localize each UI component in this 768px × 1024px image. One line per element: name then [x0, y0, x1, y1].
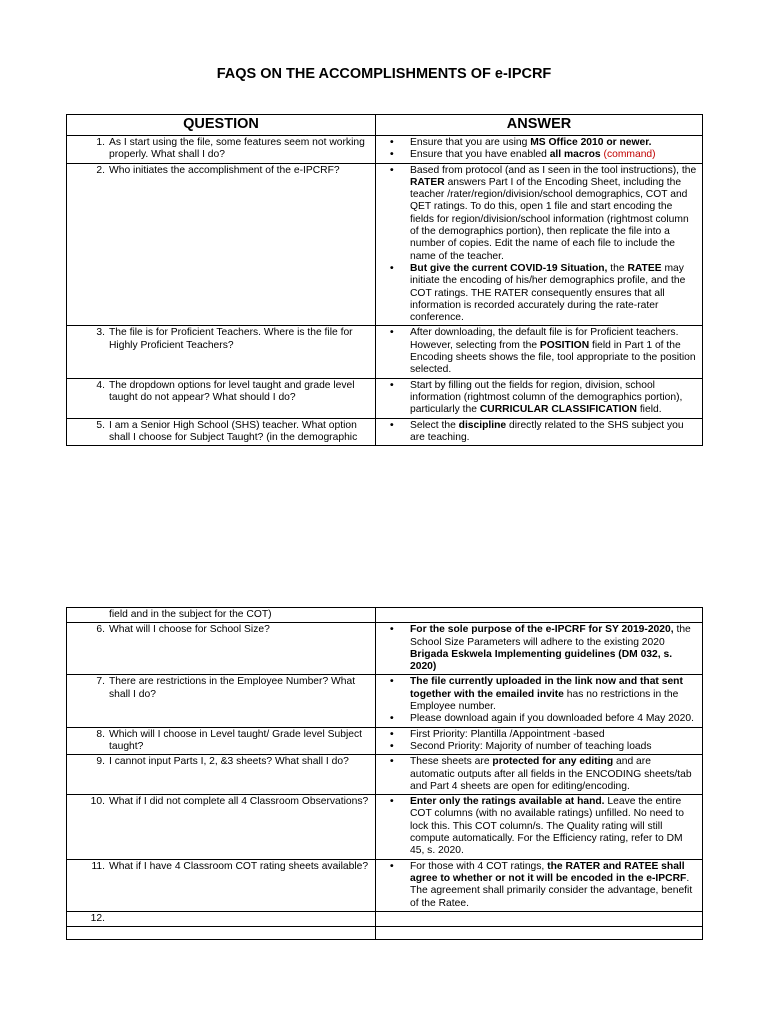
page-title: FAQS ON THE ACCOMPLISHMENTS OF e-IPCRF: [216, 66, 552, 82]
answer-text: . The agreement shall primarily consider the advantage, benefit of the Ratee.: [410, 872, 693, 909]
question-cell: [67, 326, 376, 378]
question-cell: [67, 418, 376, 446]
answer-bold-text: RATEE: [627, 262, 662, 274]
answer-list: [380, 327, 698, 376]
answer-cell: [376, 163, 703, 326]
table-row: [67, 675, 703, 727]
answer-cell: [376, 418, 703, 446]
question-line: [71, 676, 371, 701]
question-text: field and in the subject for the COT): [109, 609, 272, 620]
answer-bold-text: protected for any editing: [492, 756, 614, 768]
question-cell: [67, 675, 376, 727]
question-cell: [67, 163, 376, 326]
answer-text: the School Size Parameters will adhere to the existing 2020: [410, 624, 691, 648]
answer-list: [380, 624, 698, 673]
answer-cell: [376, 378, 703, 418]
answer-text: Select the: [410, 419, 459, 431]
answer-bold-text: Brigada Eskwela Implementing guidelines (DM 032, s. 2020): [410, 648, 673, 673]
question-number: 7.: [96, 676, 105, 688]
answer-text: and are automatic outputs after all fields in the ENCODING sheets/tab and Part 4 sheets are open for editing/encoding.: [410, 756, 692, 792]
answer-bold-text: RATER: [410, 176, 445, 188]
question-text: What if I did not complete all 4 Classroom Observations?: [109, 796, 369, 808]
question-line: [71, 756, 371, 768]
question-number: 4.: [96, 379, 105, 391]
question-number: 2.: [96, 164, 105, 176]
answer-bold-text: discipline: [458, 419, 507, 431]
question-text: Which will I choose in Level taught/ Grade level Subject taught?: [109, 728, 362, 752]
answer-list: [380, 676, 698, 725]
answer-bold-text: Enter only the ratings available at hand.: [410, 796, 605, 808]
question-text: What will I choose for School Size?: [109, 624, 270, 636]
answer-bullet: [410, 137, 698, 149]
answer-bullet: [410, 741, 698, 753]
answer-text: First Priority: Plantilla /Appointment -based: [410, 728, 605, 740]
answer-cell: [376, 136, 703, 164]
question-line: [71, 913, 371, 925]
answer-bullet: [410, 796, 698, 857]
answer-text: Based from protocol (and as I seen in the tool instructions), the: [410, 164, 697, 176]
answer-bullet: [410, 420, 698, 445]
question-cell: [67, 911, 376, 926]
answer-text: may initiate the encoding of his/her demographics profile, and the COT ratings. THE RATER consequently ensures that all information is recorded accurately during the rate-rater conference.: [410, 262, 686, 324]
answer-cell: [376, 675, 703, 727]
question-cell: [67, 755, 376, 795]
table-row: [67, 378, 703, 418]
answer-list: [380, 861, 698, 910]
answer-text: Second Priority: Majority of number of teaching loads: [410, 740, 652, 752]
answer-text: Ensure that you are using: [410, 137, 531, 148]
question-text: I cannot input Parts I, 2, &3 sheets? What shall I do?: [109, 756, 349, 768]
answer-bold-text: MS Office 2010 or newer.: [530, 137, 652, 148]
question-number: 12.: [90, 912, 105, 924]
question-line: [71, 165, 371, 177]
answer-text: the: [607, 262, 628, 274]
table-row: [67, 623, 703, 675]
answer-text: field.: [636, 404, 662, 416]
question-number: 10.: [90, 796, 105, 808]
answer-bold-text: For the sole purpose of the e-IPCRF for SY 2019-2020,: [410, 624, 674, 636]
question-text: What if I have 4 Classroom COT rating sheets available?: [109, 860, 369, 872]
question-text: I am a Senior High School (SHS) teacher. What option shall I choose for Subject Taught? (in the demographic: [109, 419, 358, 443]
answer-bullet: [410, 380, 698, 417]
question-cell: [67, 727, 376, 755]
answer-bold-text: The file currently uploaded in the link now and that sent together with the emailed invite: [410, 676, 683, 700]
question-cell: [67, 623, 376, 675]
question-cell: [67, 927, 376, 940]
answer-bullet: [410, 676, 698, 713]
answer-list: [380, 796, 698, 857]
answer-list: [380, 729, 698, 754]
answer-cell: [376, 795, 703, 859]
answer-text: For those with 4 COT ratings,: [410, 860, 548, 872]
answer-text: directly related to the SHS subject you are teaching.: [410, 419, 684, 443]
answer-text: field in Part 1 of the Encoding sheets shows the file, tool appropriate to the position selected.: [410, 339, 696, 376]
question-line: [71, 420, 371, 445]
question-line: [71, 861, 371, 873]
answer-red-text: (command): [603, 149, 656, 161]
question-cell: [67, 859, 376, 911]
question-text: The dropdown options for level taught and grade level taught do not appear? What should I do?: [109, 379, 355, 403]
question-number: [71, 609, 109, 621]
question-text: There are restrictions in the Employee Number? What shall I do?: [109, 676, 356, 700]
table-row: [67, 727, 703, 755]
answer-bullet: [410, 729, 698, 741]
question-text: [109, 913, 371, 925]
answer-list: [380, 137, 698, 162]
question-cell: [67, 378, 376, 418]
answer-bold-text: the RATER and RATEE shall agree to whether or not it will be encoded in the e-IPCRF: [410, 860, 687, 884]
question-cell: [67, 795, 376, 859]
question-line: [71, 380, 371, 405]
answer-bold-text: all macros: [549, 149, 601, 161]
question-text: Who initiates the accomplishment of the e-IPCRF?: [109, 164, 340, 176]
question-number: 6.: [96, 624, 105, 636]
table-row: [67, 163, 703, 326]
table-row: [67, 136, 703, 164]
question-text: As I start using the file, some features seem not working properly. What shall I do?: [109, 137, 365, 161]
answer-bold-text: CURRICULAR CLASSIFICATION: [479, 404, 637, 416]
answer-bullet: [410, 713, 698, 725]
question-line: [71, 624, 371, 636]
question-number: 8.: [96, 728, 105, 740]
question-text: The file is for Proficient Teachers. Where is the file for Highly Proficient Teachers?: [109, 327, 353, 351]
question-line: [71, 327, 371, 352]
answer-bullet: [410, 149, 698, 161]
question-header: QUESTION: [67, 115, 376, 136]
answer-text: These sheets are: [410, 756, 493, 768]
answer-bullet: [410, 624, 698, 673]
answer-text: answers Part I of the Encoding Sheet, including the teacher /rater/region/division/school demographics, COT and QET ratings. To do this, open 1 file and start encoding the fields for region/division/school information (rightmost column of the demographics portion), then replicate the file into a number of copies. Edit the name of each file to include the name of the teacher.: [410, 176, 689, 262]
question-line: [71, 137, 371, 162]
table-row: [67, 795, 703, 859]
answer-list: [380, 420, 698, 445]
answer-header: ANSWER: [376, 115, 703, 136]
answer-bullet: [410, 327, 698, 376]
table-row: [67, 608, 703, 623]
question-number: 9.: [96, 756, 105, 768]
answer-text: Ensure that you have enabled: [410, 149, 550, 161]
answer-bullet: [410, 756, 698, 793]
table-row: [67, 755, 703, 795]
answer-text: After downloading, the default file is for Proficient teachers. However, selecting from the: [410, 327, 679, 351]
answer-bullet: [410, 861, 698, 910]
answer-list: [380, 756, 698, 793]
answer-cell: [376, 608, 703, 623]
question-number: 11.: [91, 860, 105, 872]
answer-text: Start by filling out the fields for region, division, school information (rightmost column of the demographics portion), particularly the: [410, 379, 683, 416]
question-line: [71, 729, 371, 754]
answer-bullet: [410, 263, 698, 324]
answer-cell: [376, 859, 703, 911]
faq-table-part-1: [66, 114, 703, 446]
answer-bullet: [410, 165, 698, 263]
table-row: [67, 859, 703, 911]
answer-cell: [376, 911, 703, 926]
answer-cell: [376, 927, 703, 940]
question-number: 1.: [96, 137, 105, 148]
faq-table-part-2: [66, 607, 703, 940]
answer-text: has no restrictions in the Employee number.: [410, 688, 679, 713]
answer-cell: [376, 755, 703, 795]
answer-bold-text: POSITION: [539, 339, 590, 351]
table-row: [67, 911, 703, 926]
answer-text: Leave the entire COT columns (with no available ratings) unfilled. No need to lock this. This COT column/s. The Quality rating will still compute automatically. For the Efficiency rating, refer to DM 45, s. 2020.: [410, 796, 684, 857]
question-line: [71, 609, 371, 621]
table-row: [67, 927, 703, 940]
question-number: 3.: [96, 327, 105, 339]
answer-text: Please download again if you downloaded before 4 May 2020.: [410, 713, 694, 725]
table-row: [67, 418, 703, 446]
answer-bold-text: But give the current COVID-19 Situation,: [410, 262, 608, 274]
answer-list: [380, 380, 698, 417]
question-cell: [67, 136, 376, 164]
answer-cell: [376, 727, 703, 755]
question-line: [71, 796, 371, 808]
question-cell: [67, 608, 376, 623]
table-row: [67, 326, 703, 378]
answer-cell: [376, 623, 703, 675]
answer-cell: [376, 326, 703, 378]
answer-list: [380, 165, 698, 325]
question-number: 5.: [96, 419, 105, 431]
